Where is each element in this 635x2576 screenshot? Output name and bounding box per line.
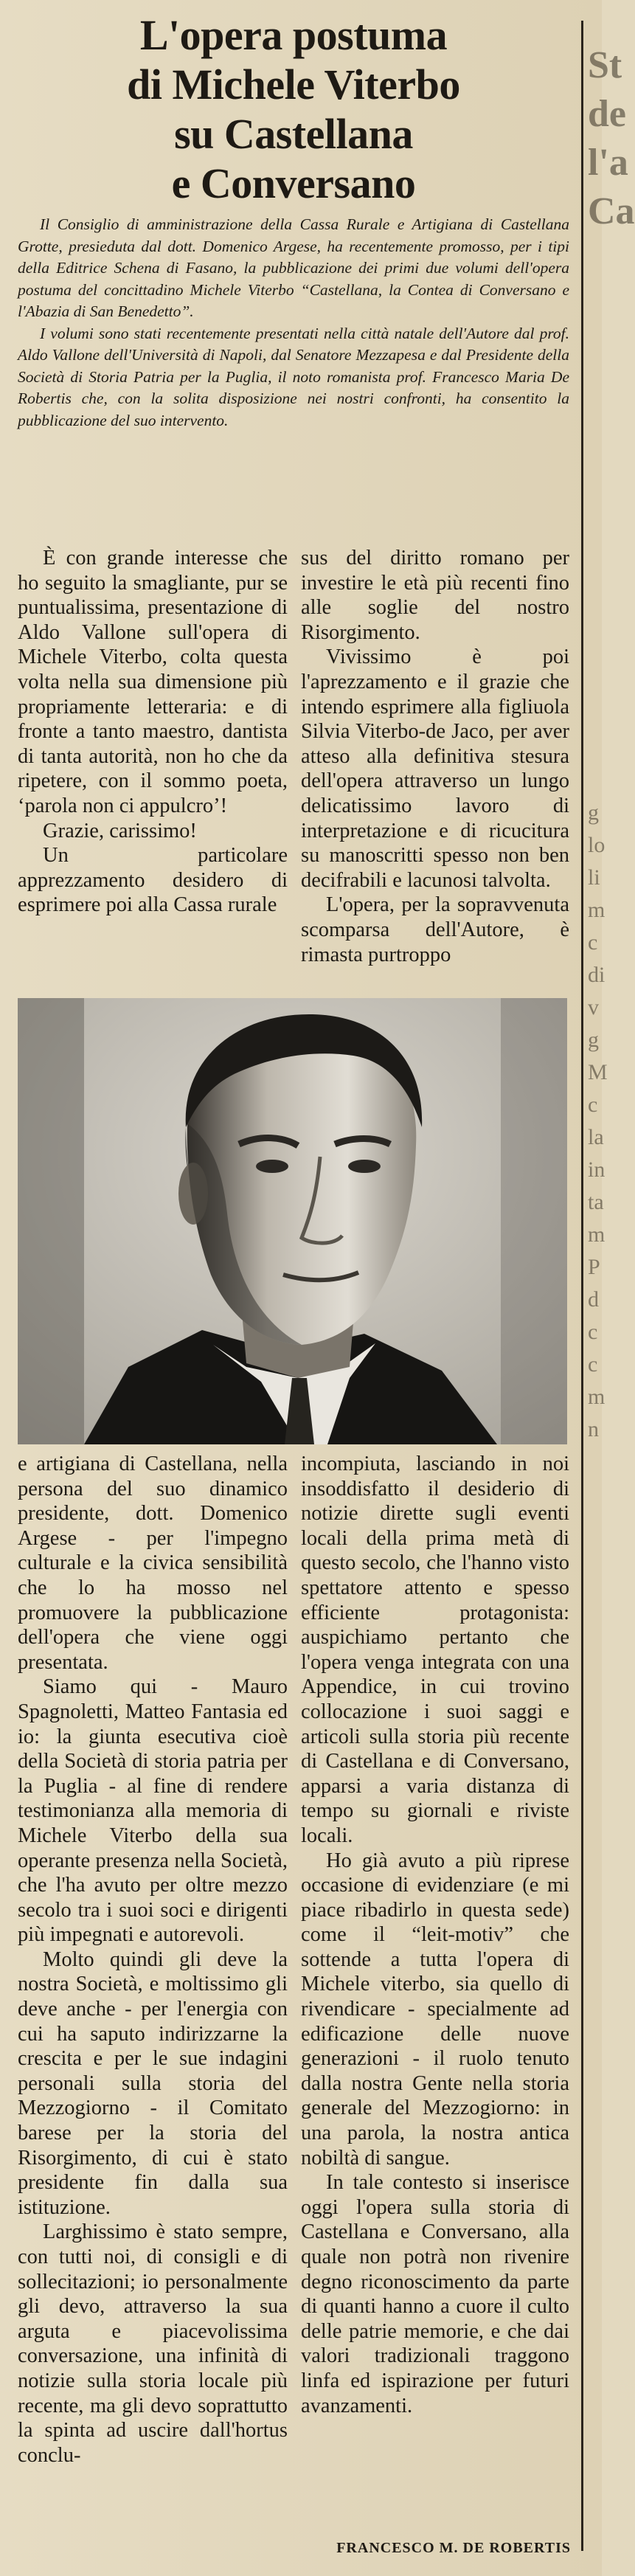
body-paragraph: Un particolare apprezzamento desidero di esprimere poi alla Cassa rurale bbox=[18, 844, 288, 917]
title-line: e Conversano bbox=[171, 159, 416, 207]
adjacent-heading-fragment: St bbox=[588, 44, 622, 86]
body-paragraph: Larghissimo è stato sempre, con tutti noi, di consigli e di sollecitazioni; io personalmente gli devo, attraverso la sua arguta e piacevolissima conversazione, una infinità di notizie sulla storia locale più recente, ma gli devo soprattutto la spinta ad uscire dall'hortus conclu- bbox=[18, 2220, 288, 2467]
portrait-photo bbox=[18, 998, 567, 1444]
adjacent-text-fragment: c bbox=[588, 930, 598, 955]
adjacent-text-fragment: ta bbox=[588, 1190, 604, 1214]
body-paragraph: incompiuta, lasciando in noi insoddisfatto il desiderio di notizie dirette sugli eventi locali della prima metà di questo secolo, che l'hanno visto spettatore attento e spesso efficiente protagonista: auspichiamo pertanto che l'opera venga integrata con una Appendice, in cui trovino collocazione i suoi saggi e articoli sulla storia più recente di Castellana e di Conversano, apparsi a varia distanza di tempo su giornali e riviste locali. bbox=[301, 1453, 569, 1847]
body-paragraph: Grazie, carissimo! bbox=[43, 819, 197, 842]
body-paragraph: Siamo qui - Mauro Spagnoletti, Matteo Fantasia ed io: la giunta esecutiva cioè della Società di storia patria per la Puglia - al fine di rendere testimonianza alla memoria di Michele Viterbo della sua operante presenza nella Società, che l'ha avuto per oltre mezzo secolo tra i suoi soci e dirigenti più impegnati e autorevoli. bbox=[18, 1675, 288, 1947]
adjacent-text-fragment: li bbox=[588, 865, 600, 890]
portrait-photo-drawing bbox=[18, 998, 567, 1444]
upper-left-column bbox=[18, 546, 288, 918]
adjacent-text-fragment: g bbox=[588, 1028, 599, 1052]
body-paragraph: sus del diritto romano per investire le età più recenti fino alle soglie del nostro Risorgimento. bbox=[301, 547, 569, 644]
body-paragraph: È con grande interesse che ho seguito la smagliante, pur se puntualissima, presentazione di Aldo Vallone sull'opera di Michele Viterbo, colta questa volta nella sua dimensione più propriamente letteraria: e di fronte a tanto maestro, dantista di tanta autorità, non ho che da ripetere, con il sommo poeta, ‘parola non ci appulcro’! bbox=[18, 547, 288, 817]
adjacent-text-fragment: di bbox=[588, 963, 605, 987]
adjacent-text-fragment: v bbox=[588, 995, 599, 1019]
title-line: su Castellana bbox=[174, 110, 413, 158]
body-paragraph: L'opera, per la sopravvenuta scomparsa dell'Autore, è rimasta purtroppo bbox=[301, 893, 569, 966]
adjacent-heading-fragment: de bbox=[588, 93, 626, 135]
adjacent-text-fragment: m bbox=[588, 1385, 605, 1409]
intro-paragraph: I volumi sono stati recentemente presentati nella città natale dell'Autore dal prof. Aldo Vallone dell'Università di Napoli, dal Senatore Mezzapesa e dal Presidente della Società di Storia Patria per la Puglia, il noto romanista prof. Francesco Maria De Robertis che, con la solita disposizione nei nostri confronti, ha consentito la pubblicazione del suo intervento. bbox=[18, 324, 569, 429]
article-title bbox=[16, 10, 571, 208]
intro-paragraph: Il Consiglio di amministrazione della Cassa Rurale e Artigiana di Castellana Grotte, presieduta dal dott. Domenico Argese, ha recentemente promosso, per i tipi della Editrice Schena di Fasano, la pubblicazione dei primi due volumi dell'opera postuma del concittadino Michele Viterbo “Castellana, la Contea di Conversano e l'Abazia di San Benedetto”. bbox=[18, 215, 569, 320]
upper-right-column bbox=[301, 546, 569, 967]
lower-left-column bbox=[18, 1452, 288, 2468]
title-line: di Michele Viterbo bbox=[127, 60, 460, 108]
author-signature: FRANCESCO M. DE ROBERTIS bbox=[336, 2540, 571, 2556]
adjacent-text-fragment: la bbox=[588, 1125, 604, 1149]
body-paragraph: In tale contesto si inserisce oggi l'opera sulla storia di Castellana e Conversano, alla quale non potrà non rivenire degno riconoscimento da parte di quanti hanno a cuore il culto delle patrie memorie, e che dai valori tradizionali traggono linfa ed ispirazione per futuri avanzamenti. bbox=[301, 2171, 569, 2417]
adjacent-text-fragment: g bbox=[588, 800, 599, 825]
adjacent-text-fragment: m bbox=[588, 1222, 605, 1247]
title-line: L'opera postuma bbox=[139, 11, 448, 59]
adjacent-text-fragment: lo bbox=[588, 833, 605, 857]
adjacent-text-fragment: P bbox=[588, 1255, 600, 1279]
adjacent-text-fragment: m bbox=[588, 898, 605, 922]
adjacent-heading-fragment: Ca bbox=[588, 190, 635, 232]
adjacent-text-fragment: c bbox=[588, 1320, 598, 1344]
body-paragraph: Vivissimo è poi l'aprezzamento e il grazie che intendo esprimere alla figliuola Silvia Viterbo-de Jaco, per aver atteso alla definitiva stesura dell'opera attraverso un lungo delicatissimo lavoro di interpretazione e di ricucitura su manoscritti spesso non ben decifrabili e lacunosi talvolta. bbox=[301, 645, 569, 892]
adjacent-heading-fragment: l'a bbox=[588, 142, 628, 184]
adjacent-text-fragment: d bbox=[588, 1287, 599, 1312]
adjacent-text-fragment: c bbox=[588, 1352, 598, 1377]
adjacent-text-fragment: n bbox=[588, 1417, 599, 1441]
body-paragraph: Ho già avuto a più riprese occasione di evidenziare (e mi piace ribadirlo in questa sede) come il “leit-motiv” che sottende a tutta l'opera di Michele viterbo, sia quello di rivendicare - specialmente ad edificazione delle nuove generazioni - il ruolo tenuto dalla nostra Gente nella storia generale del Mezzogiorno: in una parola, la nostra antica nobiltà di sangue. bbox=[301, 1849, 569, 2170]
adjacent-text-fragment: c bbox=[588, 1093, 598, 1117]
article-intro bbox=[18, 214, 569, 432]
body-paragraph: e artigiana di Castellana, nella persona del suo dinamico presidente, dott. Domenico Argese - per l'impegno culturale e la civica sensibilità che lo ha mosso nel promuovere la pubblicazione dell'opera che viene oggi presentata. bbox=[18, 1453, 288, 1674]
adjacent-text-fragment: in bbox=[588, 1157, 605, 1182]
lower-right-column bbox=[301, 1452, 569, 2418]
adjacent-text-fragment: M bbox=[588, 1060, 608, 1084]
column-rule bbox=[581, 21, 583, 2551]
body-paragraph: Molto quindi gli deve la nostra Società, e moltissimo gli deve anche - per l'energia con cui ha saputo indirizzarne la crescita e per le sue indagini personali sulla storia del Mezzogiorno - il Comitato barese per la storia del Risorgimento, di cui è stato presidente fin dalla sua istituzione. bbox=[18, 1947, 288, 2219]
